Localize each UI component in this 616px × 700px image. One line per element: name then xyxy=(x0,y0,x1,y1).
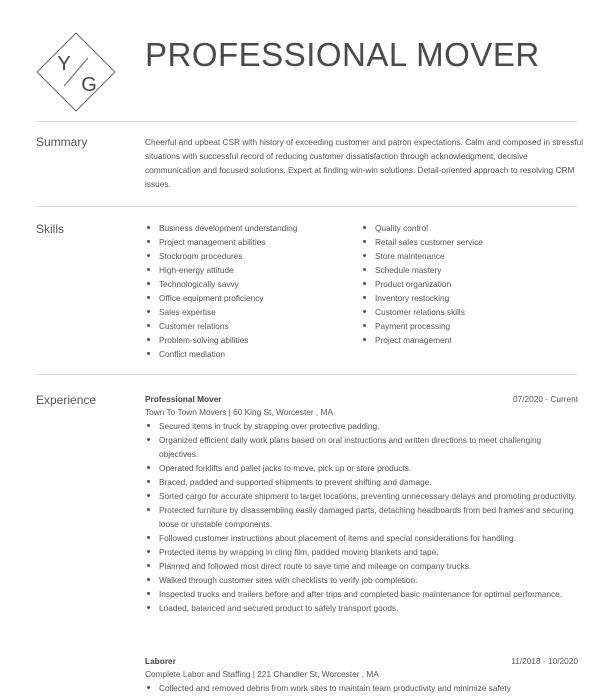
job-bullet: Braced, padded and supported shipments to prevent shifting and damage. xyxy=(145,475,578,489)
skill-item: High-energy attitude xyxy=(145,263,360,277)
skill-item: Project management xyxy=(361,333,576,347)
monogram-diamond-icon xyxy=(36,32,116,112)
skill-item: Product organization xyxy=(361,277,576,291)
summary-heading: Summary xyxy=(36,135,88,149)
job-entry xyxy=(145,655,578,695)
job-company: Town To Town Movers | 60 King St, Worcester , MA xyxy=(145,407,333,417)
skill-item: Schedule mastery xyxy=(361,263,576,277)
job-bullet: Operated forklifts and pallet jacks to move, pick up or store products. xyxy=(145,461,578,475)
divider xyxy=(36,206,577,207)
skill-item: Stockroom procedures xyxy=(145,249,360,263)
skill-item: Quality control xyxy=(361,221,576,235)
job-bullet: Collected and removed debris from work sites to maintain team productivity and minimize safety xyxy=(145,681,578,695)
skill-item: Payment processing xyxy=(361,319,576,333)
job-entry xyxy=(145,393,578,615)
skills-list-left xyxy=(145,221,360,361)
job-bullet: Loaded, balanced and secured product to safely transport goods. xyxy=(145,601,578,615)
skill-item: Customer relations xyxy=(145,319,360,333)
job-dates: 11/2018 - 10/2020 xyxy=(511,656,578,666)
experience-heading: Experience xyxy=(36,393,97,407)
skill-item: Sales expertise xyxy=(145,305,360,319)
skill-item: Project management abilities xyxy=(145,235,360,249)
skill-item: Technologically savvy xyxy=(145,277,360,291)
job-bullets xyxy=(145,419,578,615)
skill-item: Inventory restocking xyxy=(361,291,576,305)
divider xyxy=(36,121,577,122)
skill-item: Problem-solving abilities xyxy=(145,333,360,347)
skill-item: Retail sales customer service xyxy=(361,235,576,249)
job-bullet: Planned and followed most direct route to save time and mileage on company trucks. xyxy=(145,559,578,573)
skills-heading: Skills xyxy=(36,222,65,236)
skill-item: Business development understanding xyxy=(145,221,360,235)
job-bullet: Walked through customer sites with checklists to verify job completion. xyxy=(145,573,578,587)
skills-list-right xyxy=(361,221,576,347)
job-bullet: Inspected trucks and trailers before and after trips and completed basic maintenance for optimal performance. xyxy=(145,587,578,601)
skill-item: Customer relations skills xyxy=(361,305,576,319)
monogram-logo xyxy=(36,32,116,112)
job-title: Professional Mover xyxy=(145,394,222,404)
job-title: Laborer xyxy=(145,656,176,666)
job-bullet: Followed customer instructions about placement of items and special considerations for handling. xyxy=(145,531,578,545)
monogram-second-initial: G xyxy=(81,74,97,96)
job-bullet: Protected items by wrapping in cling film, padded moving blankets and tape. xyxy=(145,545,578,559)
divider xyxy=(36,374,577,375)
job-dates: 07/2020 - Current xyxy=(512,394,578,404)
summary-text: Cheerful and upbeat CSR with history of exceeding customer and patron expectations. Calm and composed in stressful situations with successful record of reducing customer dissatisfaction through acknowledgment, decisive communication and focused solutions. Expert at finding win-win solutions. Detail-oriented approach to resolving CRM issues. xyxy=(145,137,584,189)
skill-item: Conflict mediation xyxy=(145,347,360,361)
job-bullet: Sorted cargo for accurate shipment to target locations, preventing unnecessary delays and promoting productivity. xyxy=(145,489,578,503)
skill-item: Store maintenance xyxy=(361,249,576,263)
job-bullet: Protected furniture by disassembling easily damaged parts, detaching headboards from bed frames and securing loose or unstable components. xyxy=(145,503,578,531)
job-bullets xyxy=(145,681,578,695)
job-bullet: Secured items in truck by strapping over protective padding. xyxy=(145,419,578,433)
job-bullet: Organized efficient daily work plans based on oral instructions and written directions to meet challenging objectives. xyxy=(145,433,578,461)
monogram-first-initial: Y xyxy=(57,53,71,75)
resume-name: PROFESSIONAL MOVER xyxy=(145,36,540,73)
job-company: Complete Labor and Staffing | 221 Chandler St, Worcester , MA xyxy=(145,669,379,679)
skill-item: Office equipment proficiency xyxy=(145,291,360,305)
